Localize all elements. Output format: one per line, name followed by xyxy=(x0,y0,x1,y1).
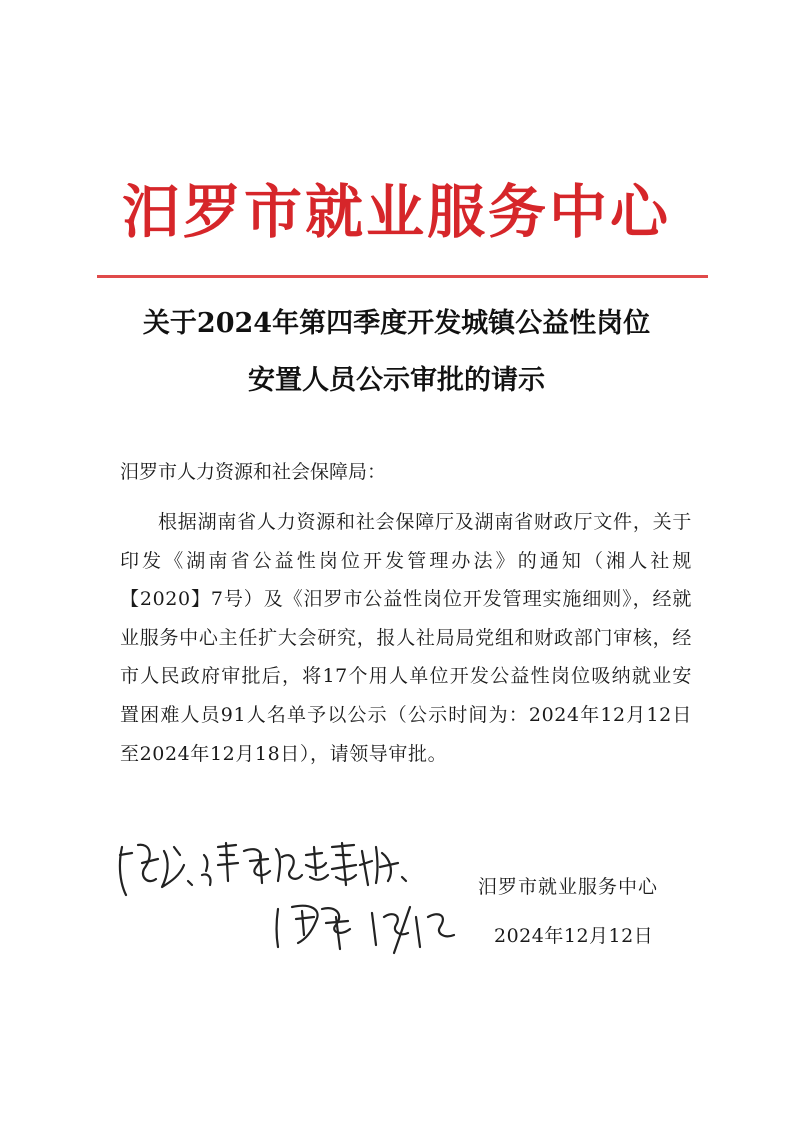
signature-organization: 汨罗市就业服务中心 xyxy=(478,876,659,898)
salutation: 汨罗市人力资源和社会保障局： xyxy=(120,461,387,483)
document-title-line-2: 安置人员公示审批的请示 xyxy=(248,365,545,396)
document-title-line-1: 关于2024年第四季度开发城镇公益性岗位 xyxy=(142,308,651,339)
handwritten-approval-signature xyxy=(110,825,470,955)
body-paragraph: 根据湖南省人力资源和社会保障厅及湖南省财政厅文件，关于印发《湖南省公益性岗位开发管理办法》的通知（湘人社规【2020】7号）及《汨罗市公益性岗位开发管理实施细则》，经就业服务中心主任扩大会研究，报人社局局党组和财政部门审核，经市人民政府审批后，将17个用人单位开发公益性岗位吸纳就业安置困难人员91人名单予以公示（公示时间为：2024年12月12日至2024年12月18日），请领导审批。 xyxy=(120,511,692,765)
organization-header: 汨罗市就业服务中心 xyxy=(121,178,671,246)
signature-date: 2024年12月12日 xyxy=(494,925,654,947)
header-red-rule xyxy=(97,275,708,278)
